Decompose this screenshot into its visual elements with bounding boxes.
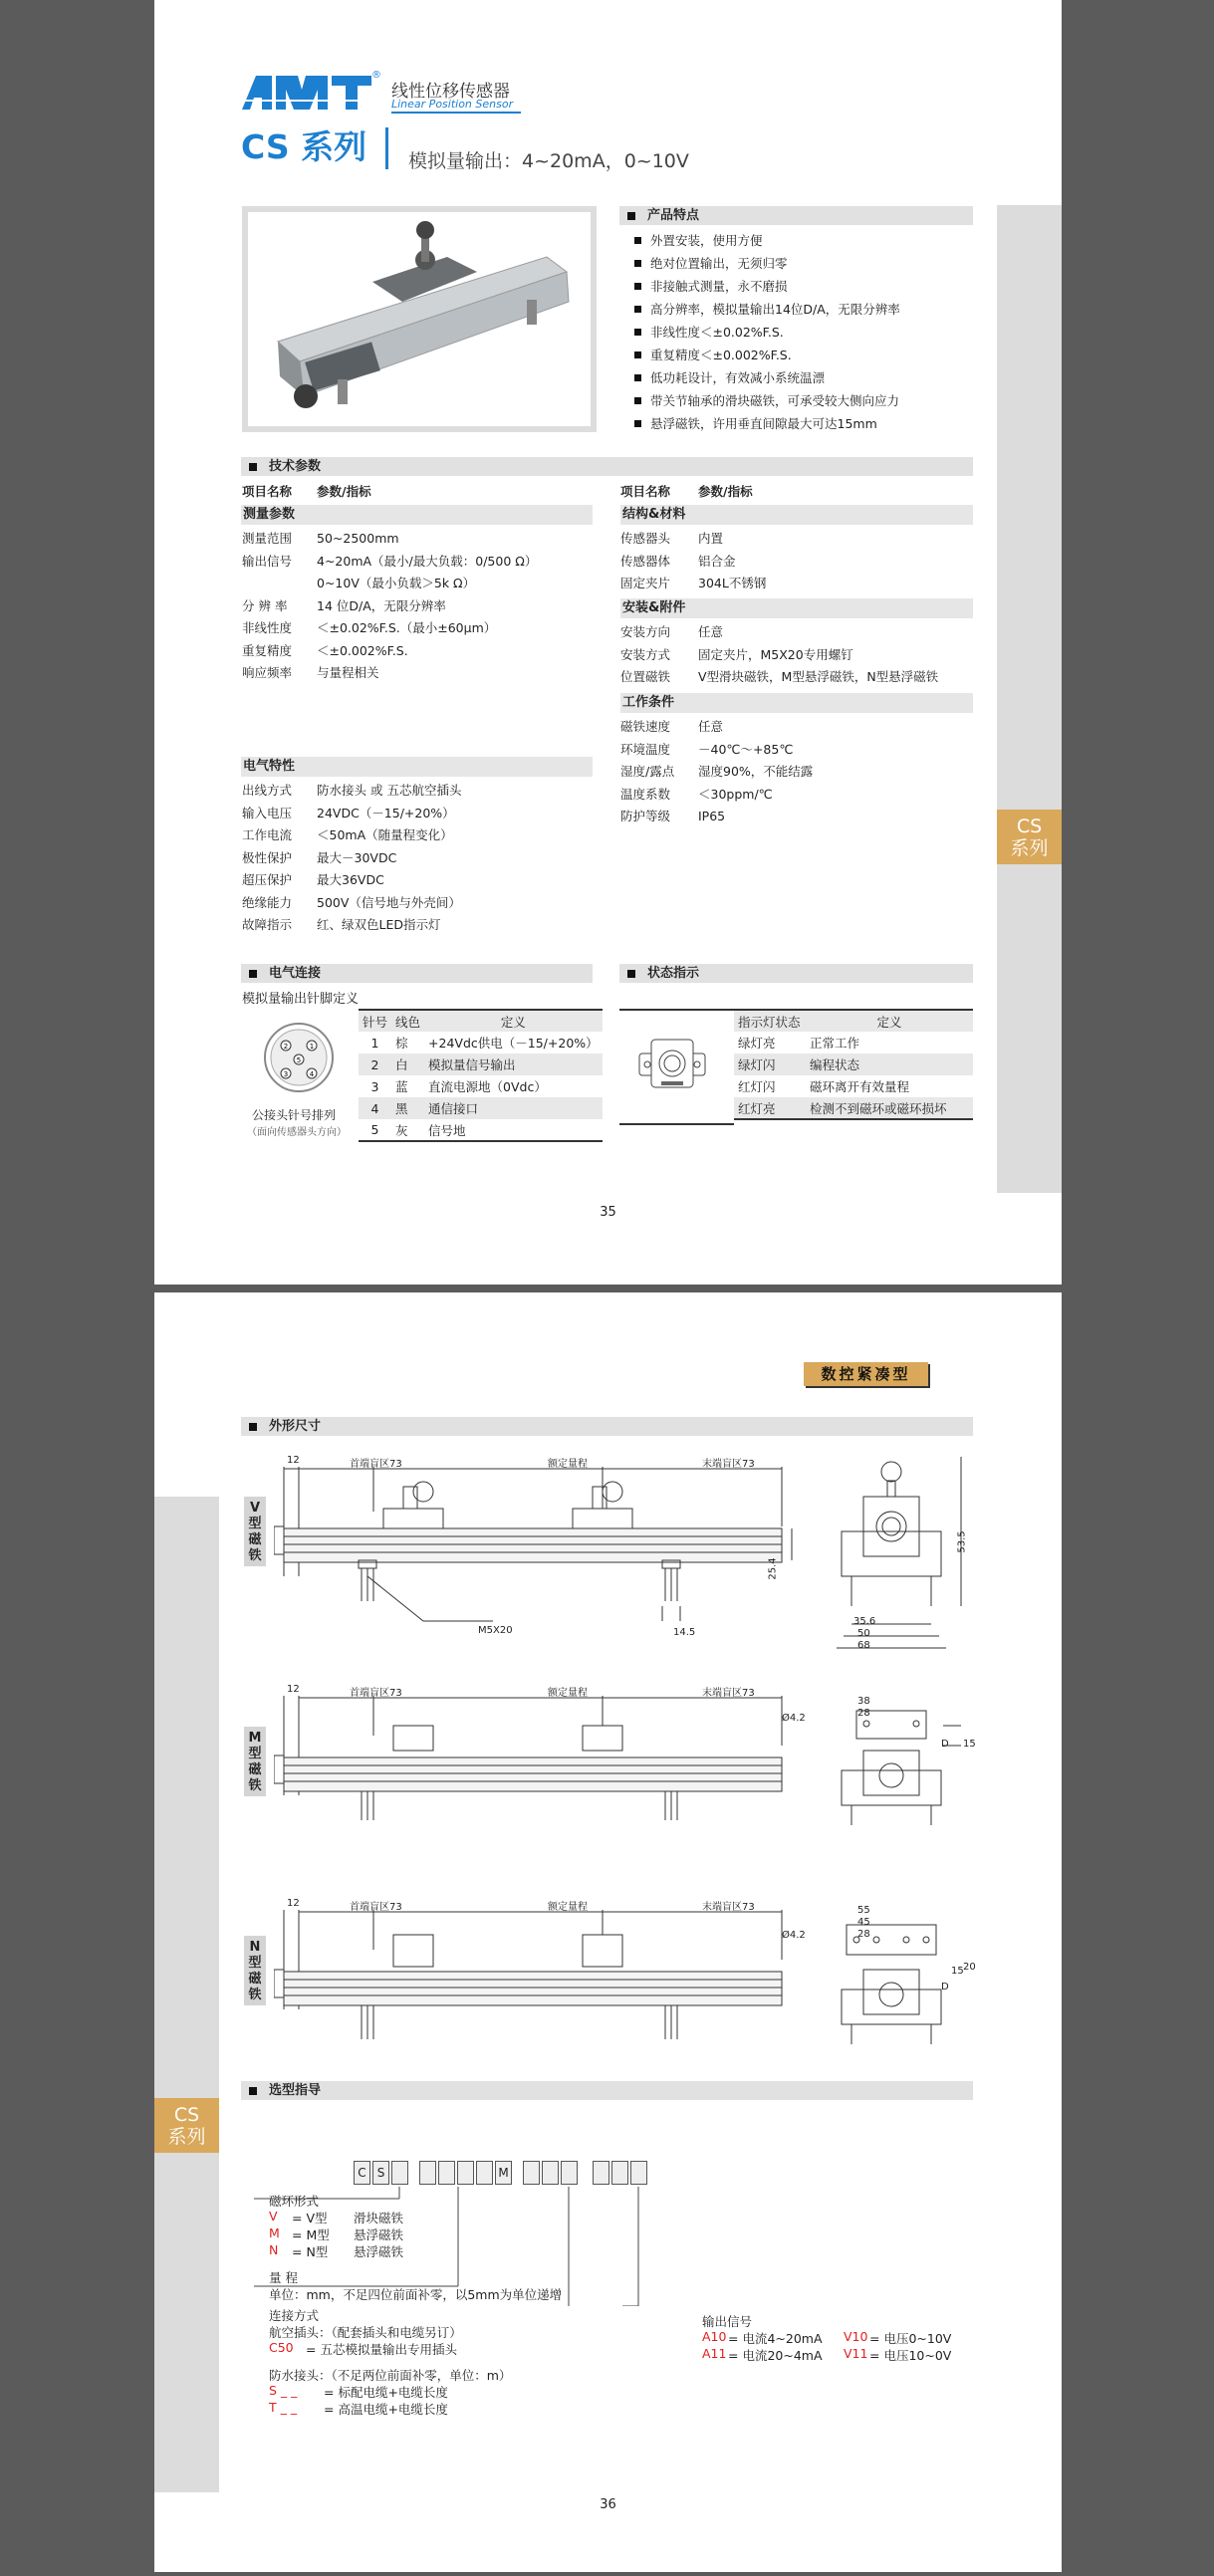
page-35	[154, 0, 1062, 1285]
wp-code: S _ _	[269, 2383, 298, 2398]
pin-cell: 灰	[395, 1122, 408, 1138]
page-number: 35	[600, 1205, 616, 1220]
led-header-cell: 定义	[806, 1010, 973, 1032]
m-dim-12: 12	[287, 1684, 300, 1695]
work-value: 湿度90%，不能结露	[698, 764, 814, 779]
m-dim-15: 15	[963, 1739, 976, 1750]
dims-header: 外形尺寸	[241, 1417, 973, 1436]
code-box-c2	[542, 2161, 559, 2185]
work-header: 工作条件	[620, 693, 973, 713]
conn-subtitle: 模拟量输出针脚定义	[242, 992, 360, 1007]
install-row	[620, 645, 853, 665]
n-dim-end: 末端盲区73	[702, 1902, 755, 1913]
pin-cell: 3	[370, 1078, 379, 1094]
side-bar	[997, 205, 1062, 1193]
header-rule	[391, 112, 521, 114]
elec-value: 最大36VDC	[317, 872, 384, 887]
n-dim-20: 20	[963, 1962, 976, 1973]
c50-desc: = 五芯模拟量输出专用插头	[306, 2342, 457, 2357]
conn-title: 连接方式	[269, 2308, 320, 2323]
work-key: 磁铁速度	[620, 719, 671, 734]
code-box-o2	[611, 2161, 628, 2185]
mag-code: M	[269, 2225, 280, 2240]
feature-item: 高分辨率，模拟量输出14位D/A，无限分辨率	[622, 298, 900, 321]
out-desc: = 电流20~4mA	[728, 2348, 823, 2363]
elec-row	[242, 781, 461, 801]
out-code: A10	[702, 2329, 727, 2344]
measure-value: 50~2500mm	[317, 531, 399, 546]
wp-code: T _ _	[269, 2400, 298, 2415]
brand-sup: ®	[371, 70, 381, 81]
out-desc: = 电压0~10V	[869, 2331, 952, 2346]
elec-row	[242, 804, 455, 823]
n-dim-D: D	[941, 1982, 949, 1992]
led-cell: 绿灯亮	[738, 1036, 776, 1051]
amt-logo	[242, 72, 377, 112]
code-box-m: M	[495, 2161, 512, 2185]
v-dim-14-5: 14.5	[673, 1627, 696, 1638]
side-bar	[154, 1497, 219, 2492]
struct-value: 铝合金	[698, 553, 736, 569]
pin-table-header	[359, 1010, 603, 1032]
code-box-r3	[457, 2161, 474, 2185]
n-type-label: N型磁铁	[244, 1936, 266, 2005]
elec-value: ＜50mA（随量程变化）	[317, 827, 453, 842]
led-row	[734, 1054, 973, 1075]
measure-row	[242, 663, 379, 683]
struct-header: 结构&材料	[620, 505, 973, 525]
measure-row	[242, 618, 496, 638]
code-box-c: C	[354, 2161, 370, 2185]
mag-type: = V型	[292, 2211, 328, 2225]
pin-row	[359, 1054, 603, 1075]
plug-note: （面向传感器头方向）	[247, 1127, 347, 1138]
pin-row	[359, 1032, 603, 1054]
conn-desc: 航空插头：（配套插头和电缆另订）	[269, 2325, 462, 2340]
v-type-label: V型磁铁	[244, 1497, 266, 1566]
install-key: 位置磁铁	[620, 669, 671, 684]
v-dim-12: 12	[287, 1455, 300, 1466]
code-box-o3	[630, 2161, 647, 2185]
n-dim-phi: Ø4.2	[782, 1930, 806, 1941]
work-row	[620, 762, 813, 782]
pin-cell: 1	[370, 1035, 379, 1051]
pin-cell: 白	[391, 1054, 424, 1075]
elec-row	[242, 870, 384, 890]
work-value: ＜30ppm/℃	[698, 786, 773, 802]
install-value: 固定夹片，M5X20专用螺钉	[698, 646, 853, 662]
brand-cn: 线性位移传感器	[391, 82, 510, 102]
work-row	[620, 717, 723, 737]
elec-key: 出线方式	[242, 783, 293, 798]
mag-type: = N型	[292, 2244, 329, 2259]
elec-key: 故障指示	[242, 917, 293, 932]
install-row	[620, 667, 938, 687]
struct-key: 固定夹片	[620, 576, 671, 590]
pin-header-cell: 线色	[391, 1010, 424, 1032]
m-dim-28: 28	[857, 1708, 870, 1719]
product-photo	[242, 206, 597, 432]
work-key: 环境温度	[620, 741, 671, 757]
pin-cell: 4	[359, 1097, 391, 1119]
work-row	[620, 740, 793, 760]
code-box-s: S	[372, 2161, 389, 2185]
code-box-c3	[561, 2161, 578, 2185]
led-cell: 磁环离开有效量程	[810, 1079, 910, 1094]
wp-desc: = 高温电缆+电缆长度	[324, 2402, 448, 2417]
n-dim-28: 28	[857, 1929, 870, 1940]
work-key: 湿度/露点	[620, 764, 675, 779]
mag-type: = M型	[292, 2227, 330, 2242]
pin-cell: 蓝	[395, 1079, 408, 1094]
wp-title: 防水接头：（不足两位前面补零，单位：m）	[269, 2368, 512, 2383]
measure-key: 测量范围	[242, 531, 293, 546]
page-36	[154, 1292, 1062, 2572]
svg-text:1: 1	[309, 1043, 315, 1051]
measure-key: 输出信号	[242, 553, 293, 569]
mag-title: 磁环形式	[269, 2194, 320, 2209]
work-row	[620, 785, 773, 805]
mag-desc: 悬浮磁铁	[354, 2227, 404, 2242]
status-header: 状态指示	[619, 964, 973, 983]
struct-key: 传感器体	[620, 553, 671, 569]
led-row	[734, 1032, 973, 1054]
elec-value: 防水接头 或 五芯航空插头	[317, 783, 462, 798]
elec-row	[242, 848, 396, 868]
pin-cell: +24Vdc供电（－15/+20%）	[428, 1036, 599, 1051]
brand-en: Linear Position Sensor	[391, 98, 514, 111]
m-dim-range: 额定量程	[548, 1688, 588, 1699]
pin-header-cell: 针号	[359, 1010, 391, 1032]
code-box-mag	[391, 2161, 408, 2185]
range-desc: 单位：mm，不足四位前面补零，以5mm为单位递增	[269, 2287, 563, 2302]
out-desc: = 电压10~0V	[869, 2348, 952, 2363]
led-cell: 编程状态	[806, 1054, 973, 1075]
measure-header: 测量参数	[241, 505, 593, 525]
struct-row	[620, 529, 723, 549]
mag-desc: 悬浮磁铁	[354, 2244, 404, 2259]
pin-cell: 模拟量信号输出	[424, 1054, 603, 1075]
out-desc: = 电流4~20mA	[728, 2331, 823, 2346]
elec-key: 输入电压	[242, 805, 293, 820]
feature-item: 绝对位置输出，无须归零	[622, 252, 788, 275]
conn-header: 电气连接	[241, 964, 593, 983]
install-key: 安装方式	[620, 646, 671, 662]
led-cell: 检测不到磁环或磁环损坏	[806, 1097, 973, 1119]
measure-row	[242, 574, 475, 593]
pin-cell: 棕	[395, 1036, 408, 1051]
v-dim-range: 额定量程	[548, 1459, 588, 1470]
measure-key: 分 辨 率	[242, 597, 288, 613]
measure-row	[242, 596, 446, 616]
out-code: V10	[844, 2329, 868, 2344]
m-dim-D: D	[941, 1739, 949, 1750]
struct-value: 内置	[698, 531, 724, 546]
led-row	[734, 1097, 973, 1119]
tech-header: 技术参数	[241, 457, 973, 476]
m-dim-phi: Ø4.2	[782, 1713, 806, 1724]
struct-row	[620, 574, 766, 593]
install-value: 任意	[698, 624, 724, 639]
out-title: 输出信号	[702, 2314, 753, 2329]
plug-label: 公接头针号排列	[252, 1108, 337, 1122]
led-header-cell: 指示灯状态	[734, 1010, 806, 1032]
elec-value: 红、绿双色LED指示灯	[317, 917, 441, 932]
tech-col-header-left: 项目名称 参数/指标	[242, 484, 371, 499]
m-dim-38: 38	[857, 1696, 870, 1707]
pin-row	[359, 1097, 603, 1119]
range-title: 量 程	[269, 2270, 298, 2285]
elec-key: 绝缘能力	[242, 894, 293, 910]
svg-text:2: 2	[283, 1043, 289, 1051]
work-key: 防护等级	[620, 809, 671, 823]
m-dim-front: 首端盲区73	[350, 1688, 402, 1699]
pin-cell: 黑	[391, 1097, 424, 1119]
led-table	[734, 1009, 973, 1120]
svg-text:3: 3	[283, 1070, 289, 1078]
led-cell: 正常工作	[810, 1036, 860, 1051]
svg-text:5: 5	[296, 1056, 302, 1064]
elec-key: 极性保护	[242, 849, 293, 865]
series-divider	[385, 127, 388, 169]
pin-row	[359, 1075, 603, 1097]
elec-value: 500V（信号地与外壳间）	[317, 894, 461, 910]
install-row	[620, 622, 723, 642]
struct-row	[620, 552, 736, 572]
output-subtitle: 模拟量输出：4~20mA，0~10V	[408, 150, 689, 172]
out-code: A11	[702, 2346, 727, 2361]
n-dim-55: 55	[857, 1905, 870, 1916]
pin-row	[359, 1119, 603, 1141]
measure-value: 4~20mA（最小/最大负载：0/500 Ω）	[317, 553, 538, 569]
series-tab: CS 系列	[154, 2098, 219, 2153]
v-dim-25-4: 25.4	[767, 1557, 779, 1580]
feature-item: 非接触式测量，永不磨损	[622, 275, 788, 298]
n-dim-front: 首端盲区73	[350, 1902, 402, 1913]
n-dim-45: 45	[857, 1917, 870, 1928]
measure-row	[242, 641, 408, 661]
svg-text:4: 4	[309, 1070, 315, 1078]
pin-cell: 5	[370, 1122, 379, 1137]
work-value: －40℃～+85℃	[698, 741, 794, 757]
code-box-c1	[523, 2161, 540, 2185]
compact-badge: 数控紧凑型	[804, 1362, 928, 1386]
out-code: V11	[844, 2346, 868, 2361]
mag-desc: 滑块磁铁	[354, 2211, 404, 2225]
n-dim-12: 12	[287, 1898, 300, 1909]
c50-code: C50	[269, 2340, 294, 2355]
v-dim-end: 末端盲区73	[702, 1459, 755, 1470]
feature-item: 非线性度＜±0.02%F.S.	[622, 321, 784, 344]
code-box-r1	[419, 2161, 436, 2185]
work-value: IP65	[698, 809, 726, 823]
tech-col-header-right: 项目名称 参数/指标	[620, 484, 753, 499]
feature-item: 低功耗设计，有效减小系统温漂	[622, 366, 825, 389]
series-title: CS 系列	[241, 127, 367, 166]
pin-cell: 2	[359, 1054, 391, 1075]
v-dim-53-5: 53.5	[956, 1530, 968, 1553]
mag-code: N	[269, 2242, 279, 2257]
m-dim-end: 末端盲区73	[702, 1688, 755, 1699]
code-box-r4	[476, 2161, 493, 2185]
feature-item: 重复精度＜±0.002%F.S.	[622, 344, 792, 366]
elec-value: 24VDC（－15/+20%）	[317, 805, 455, 820]
code-box-r2	[438, 2161, 455, 2185]
elec-row	[242, 893, 461, 913]
install-value: V型滑块磁铁，M型悬浮磁铁，N型悬浮磁铁	[698, 669, 939, 684]
measure-row	[242, 529, 399, 549]
pin-cell: 直流电源地（0Vdc）	[428, 1079, 547, 1094]
elec-row	[242, 825, 453, 845]
elec-key: 工作电流	[242, 827, 293, 842]
install-header: 安装&附件	[620, 598, 973, 618]
page-number: 36	[600, 2497, 616, 2512]
v-dim-68: 68	[857, 1640, 870, 1651]
v-dim-screw: M5X20	[478, 1625, 513, 1636]
elec-value: 最大－30VDC	[317, 849, 397, 865]
n-dim-range: 额定量程	[548, 1902, 588, 1913]
install-key: 安装方向	[620, 624, 671, 639]
elec-row	[242, 915, 441, 935]
led-cell: 红灯闪	[738, 1079, 776, 1094]
sel-header: 选型指导	[241, 2081, 973, 2100]
v-dim-35-6: 35.6	[853, 1616, 876, 1627]
elec-header: 电气特性	[241, 757, 593, 777]
measure-key: 重复精度	[242, 642, 293, 658]
pin-table	[359, 1009, 603, 1142]
elec-key: 超压保护	[242, 872, 293, 887]
pin-header-cell: 定义	[424, 1010, 603, 1032]
struct-key: 传感器头	[620, 531, 671, 546]
code-box-o1	[593, 2161, 609, 2185]
pin-cell: 信号地	[428, 1122, 466, 1138]
measure-value: 14 位D/A，无限分辨率	[317, 597, 446, 613]
v-dim-50: 50	[857, 1628, 870, 1639]
pin-cell: 通信接口	[424, 1097, 603, 1119]
mag-code: V	[269, 2209, 278, 2224]
feature-item: 外置安装，使用方便	[622, 229, 763, 252]
struct-value: 304L不锈钢	[698, 576, 767, 590]
measure-key: 非线性度	[242, 620, 293, 635]
work-row	[620, 807, 725, 826]
plug-diagram	[242, 1016, 362, 1105]
wp-desc: = 标配电缆+电缆长度	[324, 2385, 448, 2400]
series-tab: CS 系列	[997, 810, 1062, 864]
m-type-label: M型磁铁	[244, 1727, 266, 1796]
v-dim-front: 首端盲区73	[350, 1459, 402, 1470]
measure-value: 0~10V（最小负载＞5k Ω）	[317, 576, 476, 590]
n-dim-15: 15	[951, 1966, 964, 1977]
feature-item: 带关节轴承的滑块磁铁，可承受较大侧向应力	[622, 389, 899, 412]
measure-key: 响应频率	[242, 665, 293, 680]
led-cell: 绿灯闪	[734, 1054, 806, 1075]
measure-value: ＜±0.02%F.S.（最小±60μm）	[317, 620, 497, 635]
led-table-header	[734, 1010, 973, 1032]
led-row	[734, 1075, 973, 1097]
measure-value: ＜±0.002%F.S.	[317, 642, 408, 658]
code-boxes	[354, 2161, 911, 2187]
work-value: 任意	[698, 719, 724, 734]
measure-value: 与量程相关	[317, 665, 379, 680]
features-header: 产品特点	[619, 206, 973, 225]
led-cell: 红灯亮	[734, 1097, 806, 1119]
status-frame	[619, 1009, 734, 1125]
work-key: 温度系数	[620, 786, 671, 802]
feature-item: 悬浮磁铁，许用垂直间隙最大可达15mm	[622, 412, 877, 435]
measure-row	[242, 552, 537, 572]
